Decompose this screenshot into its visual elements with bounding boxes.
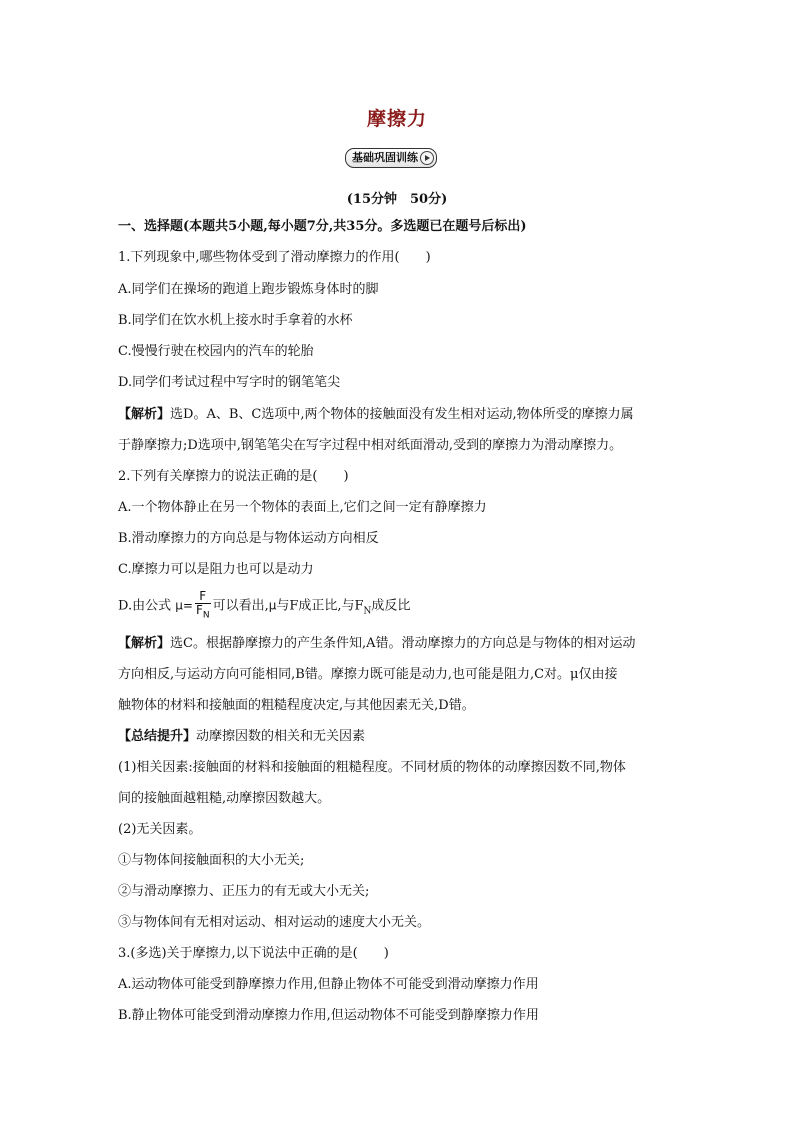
fraction-numerator: F <box>195 590 211 604</box>
summary-tag: 【总结提升】 <box>118 729 197 744</box>
q1-analysis-line-2: 于静摩擦力;D选项中,钢笔笔尖在写字过程中相对纸面滑动,受到的摩擦力为滑动摩擦力。 <box>118 438 623 453</box>
summary-item-1: ①与物体间接触面积的大小无关; <box>118 853 305 868</box>
q2-option-d <box>118 590 410 625</box>
q1-option-b: B.同学们在饮水机上接水时手拿着的水杯 <box>118 313 353 328</box>
q1-option-c: C.慢慢行驶在校园内的汽车的轮胎 <box>118 344 314 359</box>
q2-stem: 2.下列有关摩擦力的说法正确的是( ) <box>118 469 349 484</box>
section-badge-label: 基础巩固训练 <box>352 151 418 164</box>
q2-d-rest-sub: N <box>363 606 372 617</box>
q2-analysis-tag: 【解析】 <box>118 636 171 651</box>
q2-d-mid: 可以看出, <box>212 598 269 614</box>
q2-analysis-line-3: 触物体的材料和接触面的粗糙程度决定,与其他因素无关,D错。 <box>118 698 475 713</box>
q2-d-rest2: 成反比 <box>371 598 411 614</box>
q3-option-a: A.运动物体可能受到静摩擦力作用,但静止物体不可能受到滑动摩擦力作用 <box>118 977 539 992</box>
part1-heading: 一、选择题(本题共5小题,每小题7分,共35分。多选题已在题号后标出) <box>118 219 527 234</box>
q2-d-rest1: 与F成正比,与F <box>276 598 364 614</box>
summary-p1-line-1: (1)相关因素:接触面的材料和接触面的粗糙程度。不同材质的物体的动摩擦因数不同,物体 <box>118 760 626 775</box>
q2-d-mu2: μ <box>268 598 277 613</box>
q2-option-a: A.一个物体静止在另一个物体的表面上,它们之间一定有静摩擦力 <box>118 500 487 515</box>
summary-heading-line <box>118 728 365 746</box>
q1-analysis-text-1: 选D。A、B、C选项中,两个物体的接触面没有发生相对运动,物体所受的摩擦力属 <box>170 407 634 422</box>
page-title: 摩擦力 <box>366 108 427 130</box>
summary-item-3: ③与物体间有无相对运动、相对运动的速度大小无关。 <box>118 915 431 930</box>
summary-p2: (2)无关因素。 <box>118 822 202 837</box>
summary-item-2: ②与滑动摩擦力、正压力的有无或大小无关; <box>118 884 370 899</box>
section-badge <box>345 148 437 168</box>
denominator-sub: N <box>202 610 210 621</box>
q1-option-a: A.同学们在操场的跑道上跑步锻炼身体时的脚 <box>118 282 379 297</box>
q3-option-b: B.静止物体可能受到滑动摩擦力作用,但运动物体不可能受到静摩擦力作用 <box>118 1008 539 1023</box>
q2-analysis-line-2: 方向相反,与运动方向可能相同,B错。摩擦力既可能是动力,也可能是阻力,C对。μ仅由接 <box>118 667 618 682</box>
q2-option-b: B.滑动摩擦力的方向总是与物体运动方向相反 <box>118 531 379 546</box>
q1-stem: 1.下列现象中,哪些物体受到了滑动摩擦力的作用( ) <box>118 250 431 265</box>
q2-option-c: C.摩擦力可以是阻力也可以是动力 <box>118 562 314 577</box>
q1-analysis-tag: 【解析】 <box>118 407 171 422</box>
q2-d-prefix: D.由公式 <box>118 598 176 614</box>
q1-option-d: D.同学们考试过程中写字时的钢笔笔尖 <box>118 375 341 390</box>
summary-heading: 动摩擦因数的相关和无关因素 <box>196 729 366 744</box>
formula-fraction <box>195 590 211 622</box>
q2-analysis-text-1: 选C。根据静摩擦力的产生条件知,A错。滑动摩擦力的方向总是与物体的相对运动 <box>170 636 636 651</box>
fraction-denominator <box>195 604 211 622</box>
q2-d-mu: μ= <box>175 598 193 613</box>
summary-p1-line-2: 间的接触面越粗糙,动摩擦因数越大。 <box>118 791 331 806</box>
q3-stem: 3.(多选)关于摩擦力,以下说法中正确的是( ) <box>118 946 389 961</box>
play-icon <box>420 151 434 165</box>
q2-analysis-line-1 <box>118 635 635 653</box>
q1-analysis-line-1 <box>118 406 634 424</box>
time-score: (15分钟 50分) <box>346 192 448 207</box>
denominator-main: F <box>195 603 203 617</box>
